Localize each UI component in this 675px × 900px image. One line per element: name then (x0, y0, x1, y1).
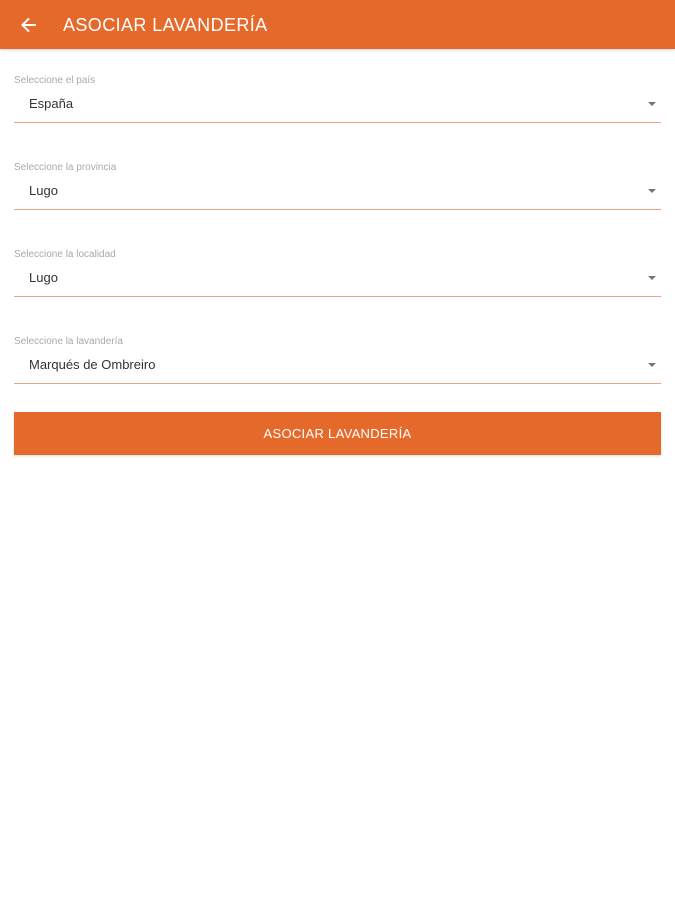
laundry-value: Marqués de Ombreiro (29, 357, 156, 372)
caret-down-icon (648, 276, 656, 280)
country-label: Seleccione el país (14, 75, 96, 86)
caret-down-icon (648, 102, 656, 106)
app-bar (0, 0, 675, 49)
back-button[interactable] (16, 12, 42, 38)
laundry-select[interactable] (14, 350, 661, 384)
page-title: ASOCIAR LAVANDERÍA (63, 15, 268, 35)
associate-laundry-button[interactable] (14, 412, 661, 455)
associate-laundry-button-label: ASOCIAR LAVANDERÍA (263, 426, 412, 441)
caret-down-icon (648, 189, 656, 193)
country-select[interactable] (14, 89, 661, 123)
locality-value: Lugo (29, 270, 58, 285)
province-value: Lugo (29, 183, 58, 198)
country-value: España (29, 96, 74, 111)
arrow-left-icon (21, 17, 37, 33)
laundry-label: Seleccione la lavandería (14, 336, 123, 347)
caret-down-icon (648, 363, 656, 367)
province-label: Seleccione la provincia (14, 162, 117, 173)
locality-select[interactable] (14, 263, 661, 297)
province-select[interactable] (14, 176, 661, 210)
locality-label: Seleccione la localidad (14, 249, 116, 260)
